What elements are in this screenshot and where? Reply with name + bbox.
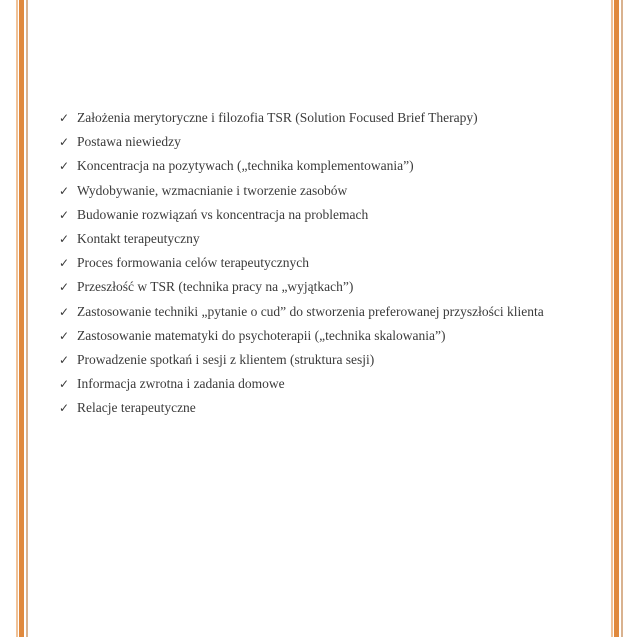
list-item-text: Przeszłość w TSR (technika pracy na „wyjątkach”) (77, 279, 354, 295)
checkmark-icon: ✓ (59, 183, 70, 198)
list-item (59, 396, 544, 420)
page-border-left-thin-outer (16, 0, 18, 637)
list-item-text: Relacje terapeutyczne (77, 400, 196, 416)
list-item-text: Założenia merytoryczne i filozofia TSR (Solution Focused Brief Therapy) (77, 110, 478, 125)
list-item (59, 251, 544, 275)
list-item (59, 300, 544, 324)
list-item (59, 154, 544, 178)
checkmark-icon: ✓ (59, 256, 70, 271)
checkmark-icon: ✓ (59, 111, 70, 125)
list-item-text: Informacja zwrotna i zadania domowe (77, 376, 285, 392)
list-item (59, 275, 544, 299)
checkmark-icon: ✓ (59, 135, 70, 150)
list-item (59, 372, 544, 396)
topics-checklist (59, 106, 544, 421)
list-item-text: Zastosowanie matematyki do psychoterapii („technika skalowania”) (77, 327, 446, 343)
list-item (59, 130, 544, 154)
checkmark-icon: ✓ (59, 280, 70, 295)
list-item-text: Zastosowanie techniki „pytanie o cud” do stworzenia preferowanej przyszłości klienta (77, 303, 544, 319)
list-item (59, 227, 544, 251)
list-item (59, 106, 544, 130)
list-item-text: Kontakt terapeutyczny (77, 231, 200, 247)
list-item-text: Proces formowania celów terapeutycznych (77, 255, 310, 271)
checkmark-icon: ✓ (59, 401, 70, 416)
list-item (59, 179, 544, 203)
list-item-text: Budowanie rozwiązań vs koncentracja na problemach (77, 206, 369, 222)
checkmark-icon: ✓ (59, 353, 70, 368)
page-border-right-thin-inner (611, 0, 613, 637)
page-border-right-thick (614, 0, 619, 637)
checkmark-icon: ✓ (59, 304, 70, 319)
list-item (59, 203, 544, 227)
page-border-right-thin-outer (621, 0, 623, 637)
checkmark-icon: ✓ (59, 232, 70, 247)
page-border-left-thin-inner (26, 0, 28, 637)
list-item (59, 324, 544, 348)
list-item-text: Koncentracja na pozytywach („technika komplementowania”) (77, 158, 414, 174)
list-item-text: Prowadzenie spotkań i sesji z klientem (struktura sesji) (77, 352, 375, 368)
list-item (59, 348, 544, 372)
page-border-left-thick (19, 0, 24, 637)
checkmark-icon: ✓ (59, 328, 70, 343)
list-item-text: Postawa niewiedzy (77, 134, 181, 150)
list-item-text: Wydobywanie, wzmacnianie i tworzenie zasobów (77, 182, 348, 198)
checkmark-icon: ✓ (59, 159, 70, 174)
checkmark-icon: ✓ (59, 377, 70, 392)
checkmark-icon: ✓ (59, 207, 70, 222)
